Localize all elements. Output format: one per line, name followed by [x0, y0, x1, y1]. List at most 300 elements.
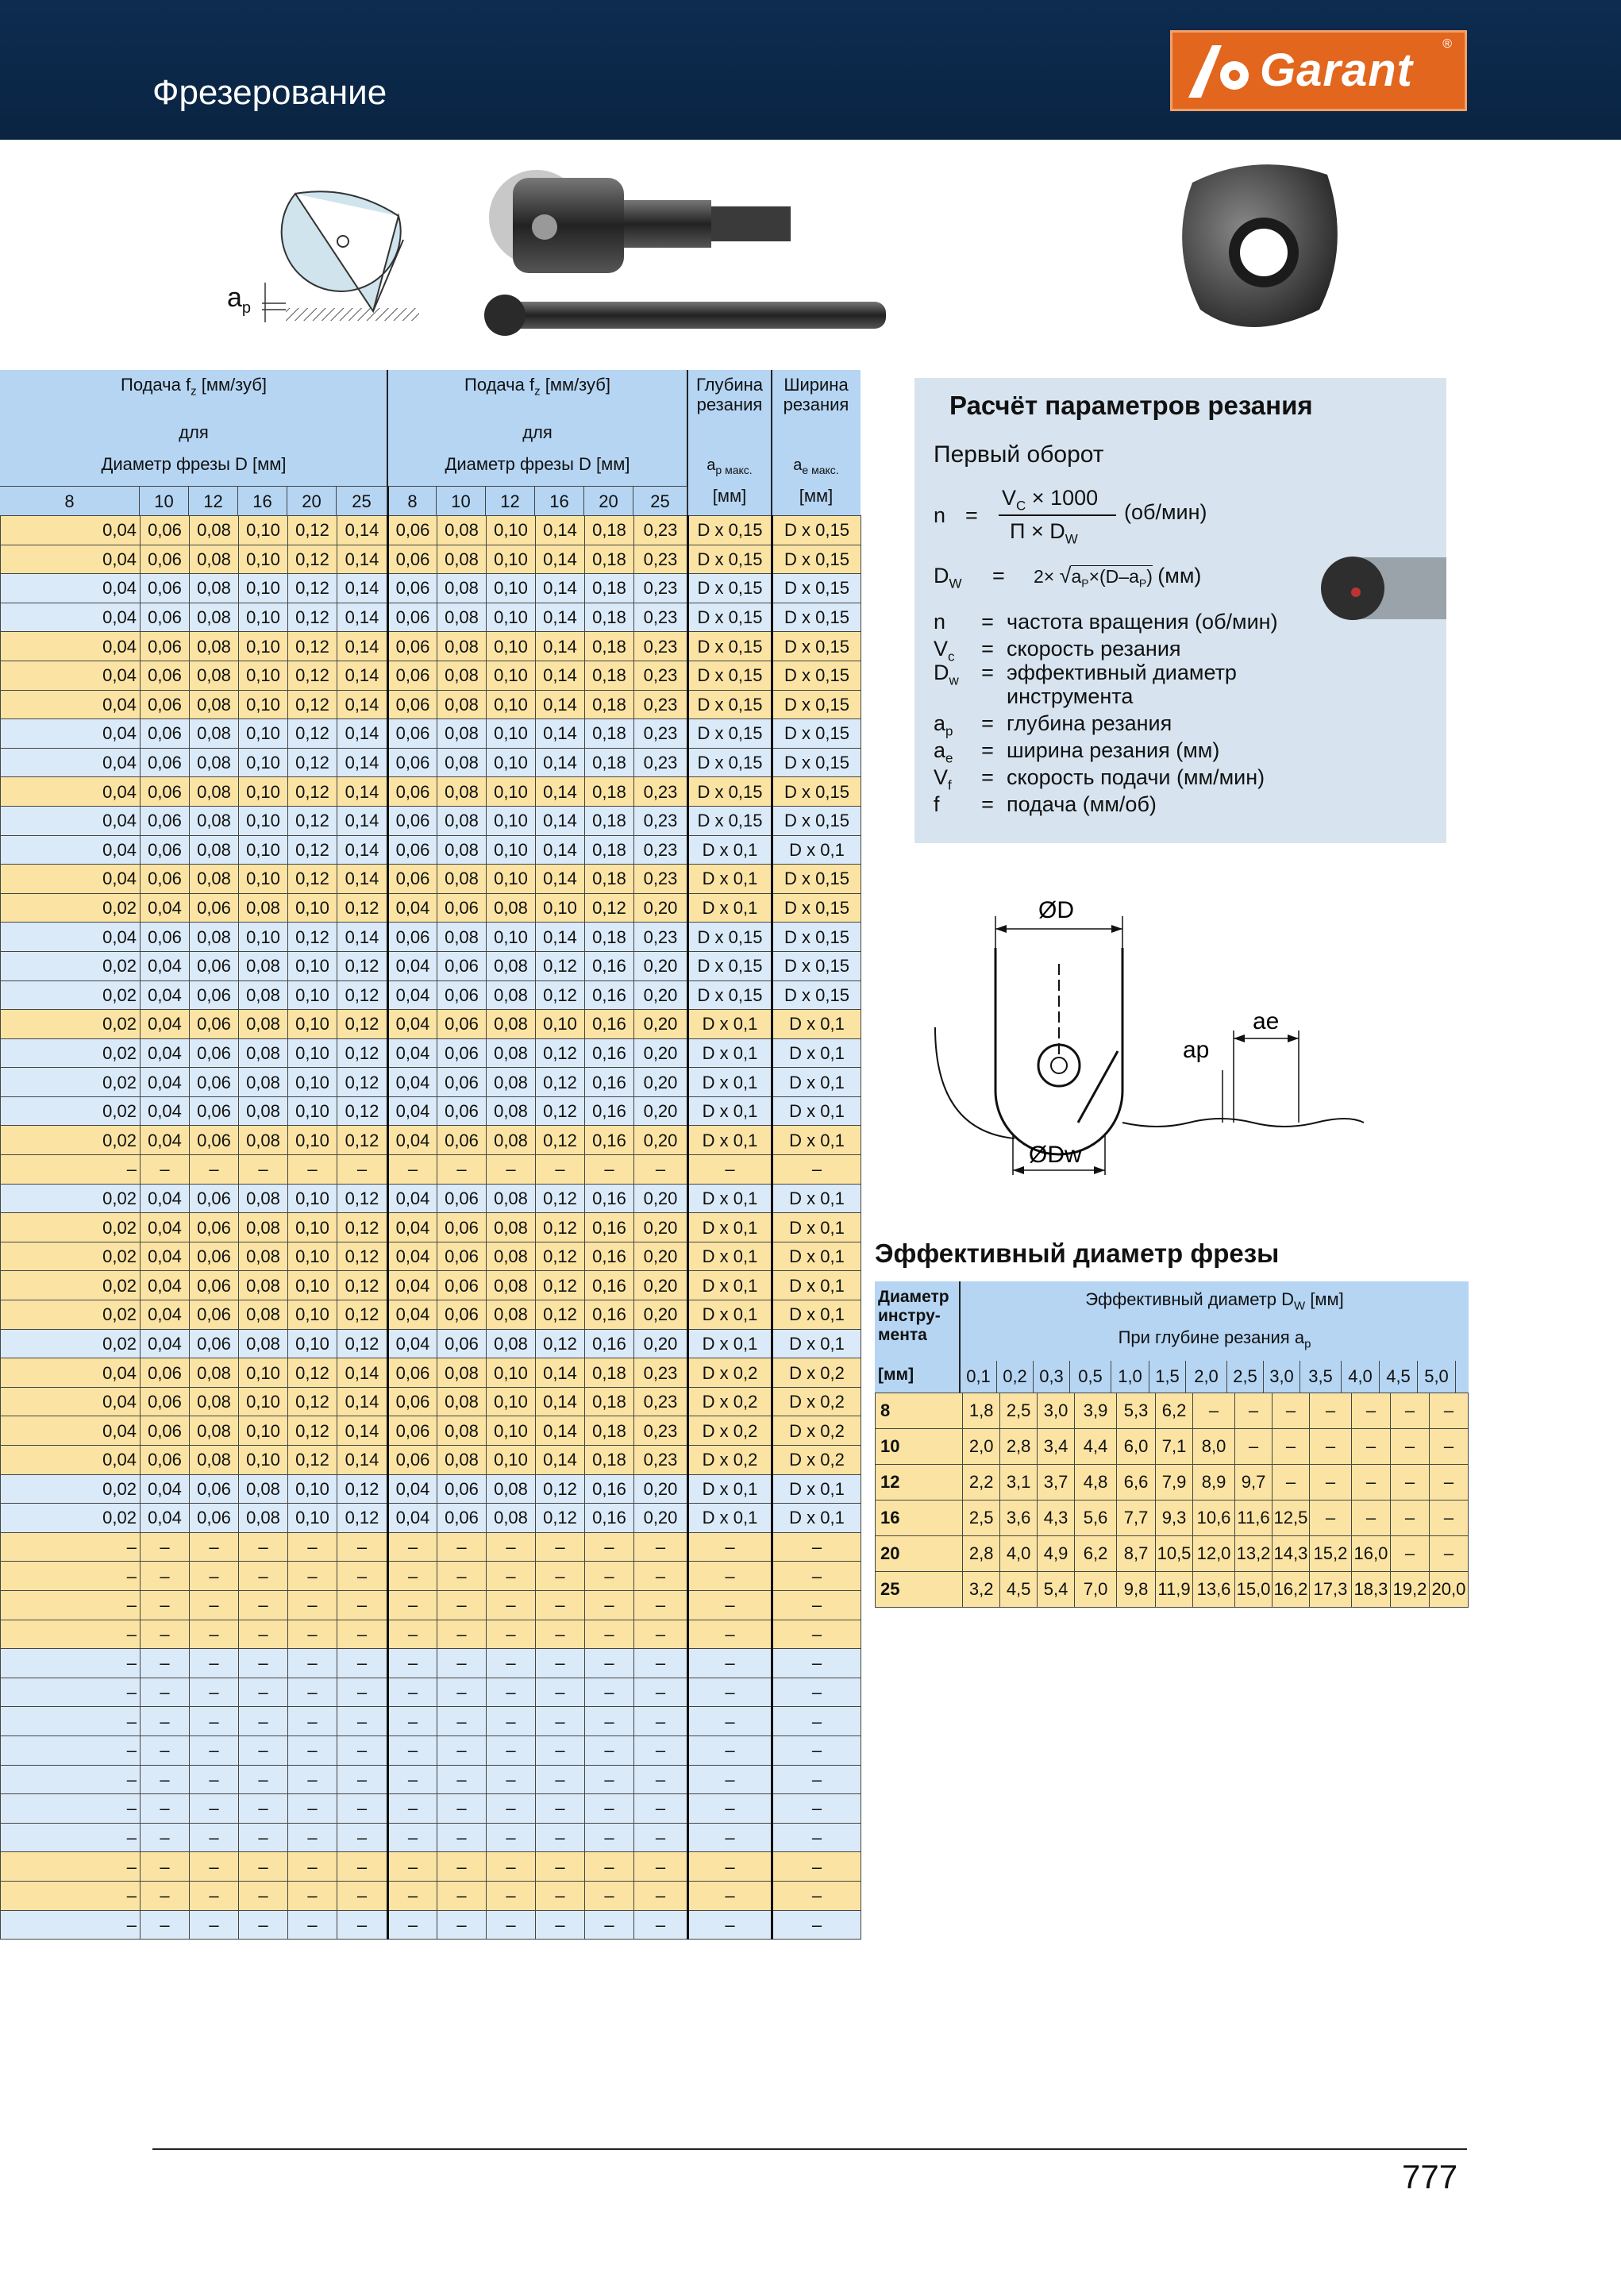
feed-table-cell: 0,08: [190, 661, 239, 690]
feed-table-cell: –: [634, 1910, 688, 1940]
eff-tool-diameter: 20: [876, 1536, 963, 1572]
feed-table-cell: D x 0,1: [688, 1068, 772, 1097]
feed-table-cell: –: [688, 1823, 772, 1852]
feed-table-cell: 0,16: [585, 1271, 634, 1300]
feed-table-cell: 0,08: [487, 1329, 536, 1358]
feed-table-row: [1, 1184, 861, 1213]
feed-table-cell: 0,10: [288, 1474, 337, 1504]
feed-table-cell: –: [634, 1881, 688, 1910]
feed-table-cell: 0,08: [437, 545, 487, 574]
feed-table-cell: –: [1, 1881, 141, 1910]
calc-subtitle: Первый оборот: [934, 441, 1104, 468]
feed-table-cell: D x 0,1: [772, 1504, 861, 1533]
feed-table-cell: D x 0,2: [688, 1387, 772, 1416]
feed-table-cell: 0,08: [190, 835, 239, 865]
depth-head-cell: 1,0: [1111, 1361, 1149, 1393]
eff-table-cell: 7,1: [1156, 1429, 1193, 1465]
feed-table-cell: –: [585, 1707, 634, 1736]
feed-table-cell: D x 0,15: [772, 603, 861, 632]
feed-table-row: [1, 1823, 861, 1852]
feed-table-cell: 0,12: [337, 1126, 388, 1155]
feed-table-cell: –: [141, 1649, 190, 1678]
feed-table-cell: 0,18: [585, 719, 634, 749]
feed-table-cell: 0,08: [487, 1010, 536, 1039]
feed-table-cell: 0,12: [536, 1329, 585, 1358]
feed-table-cell: –: [487, 1852, 536, 1882]
eff-table-cell: 3,9: [1075, 1393, 1117, 1429]
feed-table-cell: 0,06: [190, 1068, 239, 1097]
feed-table-cell: –: [239, 1794, 288, 1824]
feed-table-cell: –: [437, 1155, 487, 1185]
width-header: Ширина резания: [783, 375, 849, 414]
feed-table-cell: D x 0,15: [772, 893, 861, 923]
feed-table-cell: 0,06: [190, 1038, 239, 1068]
feed-table-cell: 0,06: [437, 1010, 487, 1039]
feed-table-cell: 0,23: [634, 748, 688, 777]
legend-item: [934, 711, 1172, 739]
feed-table-cell: –: [190, 1823, 239, 1852]
feed-table-cell: 0,06: [437, 1474, 487, 1504]
eff-table-cell: 16,0: [1351, 1536, 1390, 1572]
feed-table-cell: D x 0,15: [688, 545, 772, 574]
feed-table-row: [1, 1562, 861, 1591]
feed-table-cell: –: [337, 1794, 388, 1824]
feed-table-cell: 0,10: [288, 1300, 337, 1330]
feed-table-cell: D x 0,15: [772, 980, 861, 1010]
feed-table-cell: –: [288, 1649, 337, 1678]
feed-table-cell: –: [337, 1823, 388, 1852]
feed-table-cell: 0,06: [388, 661, 437, 690]
ap-dim-label: ap: [1183, 1037, 1210, 1063]
feed-table-cell: –: [585, 1823, 634, 1852]
feed-table-cell: –: [688, 1155, 772, 1185]
feed-table-cell: –: [337, 1707, 388, 1736]
feed-table-cell: 0,16: [585, 1242, 634, 1271]
feed-table-cell: 0,06: [437, 1242, 487, 1271]
feed-table-cell: 0,04: [388, 1504, 437, 1533]
feed-table-cell: –: [141, 1562, 190, 1591]
feed-table-cell: 0,23: [634, 632, 688, 661]
feed-table-cell: 0,14: [536, 748, 585, 777]
eff-table-cell: 2,8: [963, 1536, 1000, 1572]
feed-table-cell: –: [585, 1910, 634, 1940]
feed-table-cell: –: [288, 1678, 337, 1707]
feed-table-cell: D x 0,1: [772, 1300, 861, 1330]
feed-table-cell: 0,12: [337, 1329, 388, 1358]
feed-table-cell: 0,08: [487, 1242, 536, 1271]
feed-table-cell: 0,08: [437, 777, 487, 807]
feed-table-cell: –: [1, 1590, 141, 1620]
fraction-bar: [999, 514, 1116, 516]
feed-table-cell: –: [190, 1590, 239, 1620]
feed-table-cell: –: [1, 1532, 141, 1562]
feed-table-cell: –: [772, 1823, 861, 1852]
eff-table-cell: 18,3: [1351, 1572, 1390, 1608]
feed-table-row: [1, 1474, 861, 1504]
feed-table-cell: –: [487, 1620, 536, 1649]
eff-table-cell: 19,2: [1390, 1572, 1429, 1608]
feed-table-cell: 0,14: [337, 1387, 388, 1416]
eff-table-cell: 15,0: [1235, 1572, 1273, 1608]
eff-table-row: [876, 1500, 1469, 1536]
feed-table-row: [1, 1678, 861, 1707]
formula2-rhs: $2\times √a_P\times(D-a_P)$ (мм): [1034, 564, 1202, 590]
feed-table-cell: –: [388, 1823, 437, 1852]
feed-table-cell: 0,23: [634, 661, 688, 690]
feed-table-cell: 0,04: [1, 1358, 141, 1388]
eff-table-cell: 10,5: [1156, 1536, 1193, 1572]
feed-header-divider: [771, 370, 772, 515]
feed-table-row: [1, 603, 861, 632]
feed-table-cell: D x 0,1: [772, 1096, 861, 1126]
feed-table-row: [1, 690, 861, 719]
feed-table-row: [1, 1271, 861, 1300]
feed-table-cell: –: [772, 1707, 861, 1736]
eff-table-cell: 4,8: [1075, 1465, 1117, 1500]
feed-table-cell: 0,04: [388, 1010, 437, 1039]
feed-table-cell: 0,06: [437, 980, 487, 1010]
feed-table-cell: 0,20: [634, 951, 688, 980]
feed-table-cell: D x 0,1: [688, 1096, 772, 1126]
feed-table-cell: –: [337, 1532, 388, 1562]
feed-table-cell: 0,10: [239, 806, 288, 835]
feed-table-cell: 0,08: [190, 923, 239, 952]
registered-mark: ®: [1442, 37, 1452, 51]
feed-table-cell: 0,10: [239, 777, 288, 807]
feed-table-cell: 0,08: [487, 1474, 536, 1504]
feed-table-cell: 0,14: [337, 1358, 388, 1388]
eff-table-cell: 1,8: [963, 1393, 1000, 1429]
feed-table-cell: 0,12: [337, 951, 388, 980]
feed-table-cell: 0,06: [388, 865, 437, 894]
feed-table-cell: 0,08: [487, 1068, 536, 1097]
feed-table-cell: 0,04: [388, 1096, 437, 1126]
feed-table-cell: 0,10: [487, 516, 536, 545]
feed-table-cell: D x 0,15: [688, 777, 772, 807]
feed-table-cell: –: [190, 1562, 239, 1591]
feed-table-cell: 0,10: [487, 835, 536, 865]
feed-table-cell: D x 0,15: [772, 923, 861, 952]
feed-table-cell: 0,23: [634, 719, 688, 749]
feed-table-cell: –: [585, 1678, 634, 1707]
eff-table-row: [876, 1572, 1469, 1608]
feed-table-cell: –: [239, 1562, 288, 1591]
feed-table-cell: 0,04: [388, 1184, 437, 1213]
diameter-head-cell: 25: [337, 486, 387, 515]
formula2-lhs: $D_W$: [934, 564, 962, 591]
feed-table-cell: 0,08: [487, 1271, 536, 1300]
feed-table-cell: –: [190, 1794, 239, 1824]
feed-table-cell: 0,06: [388, 603, 437, 632]
feed-table-cell: 0,08: [239, 1474, 288, 1504]
feed-table-cell: 0,08: [190, 545, 239, 574]
feed-table-cell: 0,06: [388, 1446, 437, 1475]
feed-table-cell: D x 0,15: [688, 516, 772, 545]
feed-table-cell: –: [536, 1852, 585, 1882]
eff-table-cell: 3,2: [963, 1572, 1000, 1608]
feed-table-header: [0, 370, 861, 515]
feed-table-cell: –: [141, 1155, 190, 1185]
feed-table-cell: D x 0,15: [772, 574, 861, 603]
eff-table-cell: 6,2: [1075, 1536, 1117, 1572]
feed-table-cell: –: [688, 1765, 772, 1794]
feed-table-cell: 0,08: [437, 661, 487, 690]
feed-table-cell: –: [772, 1735, 861, 1765]
feed-table-cell: –: [772, 1620, 861, 1649]
feed-table-cell: –: [190, 1678, 239, 1707]
feed-table-cell: 0,14: [536, 835, 585, 865]
feed-table-cell: 0,10: [288, 1096, 337, 1126]
feed-table-cell: 0,04: [141, 1329, 190, 1358]
eff-tool-diameter: 12: [876, 1465, 963, 1500]
feed-table-cell: –: [536, 1881, 585, 1910]
feed-table-cell: 0,10: [487, 923, 536, 952]
feed-table-cell: –: [437, 1620, 487, 1649]
feed-table-cell: 0,14: [536, 1446, 585, 1475]
feed-table-cell: 0,08: [437, 1446, 487, 1475]
feed-table-cell: –: [437, 1794, 487, 1824]
feed-table-cell: 0,02: [1, 1038, 141, 1068]
feed-table-cell: 0,10: [536, 893, 585, 923]
feed-table-cell: 0,12: [288, 690, 337, 719]
eff-table-cell: –: [1429, 1465, 1468, 1500]
odw-label: ØDw: [1029, 1142, 1082, 1168]
feed-table-cell: D x 0,1: [688, 1504, 772, 1533]
feed-table-row: [1, 806, 861, 835]
feed-table-cell: 0,06: [190, 1504, 239, 1533]
feed-table-row: [1, 1504, 861, 1533]
feed-table-cell: 0,08: [190, 865, 239, 894]
feed-table-cell: 0,16: [585, 1096, 634, 1126]
feed-table-cell: –: [437, 1881, 487, 1910]
legend-symbol: $D_w$: [934, 661, 959, 688]
feed-table-cell: 0,08: [239, 1300, 288, 1330]
feed-table-cell: 0,06: [388, 748, 437, 777]
feed-table-cell: 0,06: [437, 1096, 487, 1126]
feed-table-cell: –: [487, 1794, 536, 1824]
feed-table-cell: 0,08: [239, 980, 288, 1010]
feed-table-cell: 0,12: [288, 777, 337, 807]
feed-table-cell: 0,12: [288, 748, 337, 777]
feed-table-cell: 0,10: [487, 545, 536, 574]
feed-table-cell: –: [239, 1852, 288, 1882]
diameter-head-cell: 16: [238, 486, 287, 515]
feed-table-cell: –: [487, 1562, 536, 1591]
garant-emblem-icon: [1177, 34, 1265, 110]
feed-table-cell: –: [288, 1735, 337, 1765]
feed-table-cell: –: [772, 1649, 861, 1678]
feed-table-cell: 0,08: [437, 632, 487, 661]
legend-item: [934, 684, 1133, 709]
feed-table-cell: –: [239, 1910, 288, 1940]
feed-table-cell: 0,16: [585, 1010, 634, 1039]
feed-table-cell: 0,12: [536, 1474, 585, 1504]
feed-table-cell: 0,10: [239, 865, 288, 894]
ball-nose-diagram: [919, 892, 1380, 1186]
feed-table-cell: 0,08: [487, 1213, 536, 1242]
feed-group2-diameter: Диаметр фрезы D [мм]: [445, 454, 630, 474]
feed-table-cell: –: [688, 1678, 772, 1707]
legend-symbol: $V_c$: [934, 637, 955, 665]
feed-table-cell: 0,23: [634, 574, 688, 603]
feed-table-cell: 0,08: [487, 1504, 536, 1533]
feed-table-cell: –: [536, 1155, 585, 1185]
feed-table-cell: 0,04: [1, 574, 141, 603]
feed-table-cell: 0,10: [239, 1416, 288, 1446]
feed-table-cell: –: [585, 1532, 634, 1562]
feed-table-cell: 0,14: [337, 574, 388, 603]
feed-table-cell: 0,20: [634, 1184, 688, 1213]
feed-table-cell: 0,10: [239, 1358, 288, 1388]
feed-table-cell: –: [141, 1823, 190, 1852]
feed-table-cell: 0,12: [337, 1213, 388, 1242]
feed-table-cell: –: [1, 1649, 141, 1678]
feed-table-cell: –: [288, 1707, 337, 1736]
feed-table-cell: 0,08: [190, 1387, 239, 1416]
feed-table-cell: –: [634, 1590, 688, 1620]
feed-table-cell: 0,08: [239, 1126, 288, 1155]
feed-table-cell: D x 0,1: [688, 893, 772, 923]
feed-table-cell: 0,06: [190, 1126, 239, 1155]
legend-eq: =: [981, 637, 994, 661]
feed-table-cell: 0,04: [141, 1213, 190, 1242]
feed-table-cell: 0,10: [239, 1387, 288, 1416]
feed-table-cell: 0,14: [337, 1416, 388, 1446]
feed-table-cell: 0,20: [634, 1126, 688, 1155]
feed-table-cell: 0,06: [141, 777, 190, 807]
feed-table-cell: 0,06: [388, 632, 437, 661]
feed-table-cell: 0,18: [585, 1358, 634, 1388]
depth-header: Глубина резания: [695, 375, 764, 414]
legend-eq: =: [981, 765, 994, 789]
legend-text: ширина резания (мм): [1007, 738, 1220, 762]
feed-table-cell: –: [388, 1765, 437, 1794]
feed-table-cell: 0,04: [141, 1504, 190, 1533]
feed-table-cell: –: [1, 1794, 141, 1824]
garant-logo: [1170, 30, 1467, 111]
feed-table-cell: 0,14: [536, 690, 585, 719]
feed-table-cell: 0,16: [585, 1474, 634, 1504]
feed-table-cell: 0,12: [536, 1184, 585, 1213]
feed-table-cell: –: [585, 1735, 634, 1765]
feed-table-cell: –: [190, 1910, 239, 1940]
feed-table-cell: –: [536, 1649, 585, 1678]
feed-table-row: [1, 1735, 861, 1765]
eff-table-cell: 4,5: [1000, 1572, 1038, 1608]
eff-table-cell: 4,0: [1000, 1536, 1038, 1572]
feed-table-cell: –: [1, 1852, 141, 1882]
feed-table-cell: 0,14: [337, 923, 388, 952]
feed-table-cell: 0,10: [487, 1446, 536, 1475]
feed-table-cell: 0,14: [536, 1358, 585, 1388]
feed-table-cell: 0,06: [190, 1300, 239, 1330]
feed-table-cell: D x 0,1: [688, 835, 772, 865]
feed-table-cell: –: [288, 1590, 337, 1620]
feed-table-cell: 0,18: [585, 632, 634, 661]
feed-table-cell: 0,18: [585, 1446, 634, 1475]
tool-tip-image: [1311, 553, 1446, 624]
feed-table-cell: 0,10: [239, 516, 288, 545]
tool-diameter-head: Диаметр инстру- мента: [878, 1288, 949, 1344]
diameter-head-cell: 10: [140, 486, 189, 515]
feed-table-cell: –: [688, 1532, 772, 1562]
feed-table-cell: –: [239, 1823, 288, 1852]
feed-table-cell: 0,04: [1, 923, 141, 952]
feed-table-cell: –: [585, 1649, 634, 1678]
feed-group2-for: для: [522, 422, 553, 442]
eff-table-cell: –: [1272, 1429, 1309, 1465]
feed-table-cell: –: [337, 1620, 388, 1649]
feed-table-cell: 0,10: [288, 951, 337, 980]
feed-table-cell: D x 0,15: [772, 516, 861, 545]
feed-table-cell: 0,18: [585, 923, 634, 952]
feed-table-cell: 0,10: [288, 1329, 337, 1358]
feed-table-cell: –: [388, 1678, 437, 1707]
feed-table-cell: 0,06: [437, 1038, 487, 1068]
feed-table-cell: D x 0,1: [772, 1213, 861, 1242]
feed-table-cell: 0,08: [190, 1358, 239, 1388]
feed-table-cell: 0,12: [288, 661, 337, 690]
feed-table-cell: –: [190, 1649, 239, 1678]
feed-table-cell: 0,12: [288, 603, 337, 632]
feed-table-cell: 0,08: [190, 516, 239, 545]
eff-table-cell: –: [1272, 1393, 1309, 1429]
feed-table-cell: 0,06: [141, 545, 190, 574]
eff-table-cell: –: [1429, 1393, 1468, 1429]
feed-table-cell: D x 0,1: [772, 1329, 861, 1358]
feed-table-cell: 0,14: [536, 865, 585, 894]
feed-table-cell: D x 0,2: [772, 1358, 861, 1388]
feed-table-cell: –: [1, 1562, 141, 1591]
feed-table-cell: 0,20: [634, 893, 688, 923]
feed-table-cell: 0,02: [1, 1329, 141, 1358]
feed-table-cell: –: [437, 1707, 487, 1736]
feed-table-cell: 0,08: [239, 1504, 288, 1533]
eff-table-cell: 10,6: [1192, 1500, 1234, 1536]
feed-table-cell: 0,14: [337, 835, 388, 865]
feed-table-cell: 0,23: [634, 516, 688, 545]
legend-symbol: n: [934, 610, 946, 634]
feed-table-row: [1, 1765, 861, 1794]
eff-table-row: [876, 1536, 1469, 1572]
feed-table-cell: 0,10: [487, 661, 536, 690]
feed-table-cell: 0,12: [288, 865, 337, 894]
feed-table-cell: 0,10: [487, 748, 536, 777]
eff-table-cell: 7,7: [1117, 1500, 1156, 1536]
eff-table-cell: 3,7: [1038, 1465, 1075, 1500]
feed-table-cell: –: [239, 1707, 288, 1736]
feed-table-cell: 0,14: [337, 632, 388, 661]
feed-table-cell: D x 0,1: [772, 1242, 861, 1271]
footer-rule: [152, 2148, 1467, 2150]
feed-table-cell: D x 0,2: [688, 1358, 772, 1388]
eff-tool-diameter: 25: [876, 1572, 963, 1608]
feed-table-cell: 0,04: [1, 516, 141, 545]
feed-table-cell: –: [190, 1532, 239, 1562]
feed-table-cell: –: [141, 1910, 190, 1940]
feed-table-cell: 0,06: [190, 980, 239, 1010]
feed-table-cell: 0,12: [337, 1504, 388, 1533]
feed-table-cell: 0,08: [190, 777, 239, 807]
feed-table-cell: –: [585, 1620, 634, 1649]
feed-table-row: [1, 1155, 861, 1185]
feed-table-cell: –: [437, 1532, 487, 1562]
feed-table-cell: 0,02: [1, 1126, 141, 1155]
eff-table-cell: 4,9: [1038, 1536, 1075, 1572]
feed-table-cell: –: [1, 1155, 141, 1185]
feed-table-cell: 0,23: [634, 545, 688, 574]
feed-table-cell: –: [337, 1562, 388, 1591]
